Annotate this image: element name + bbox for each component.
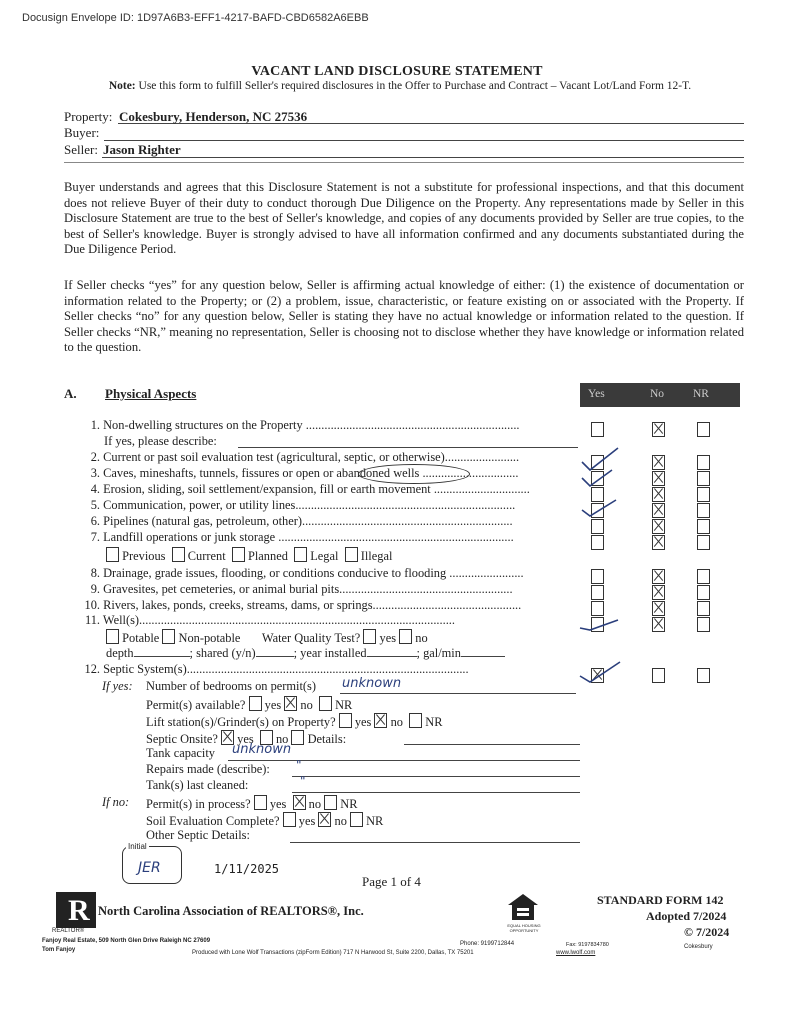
process-no-checkbox[interactable] (293, 795, 306, 810)
fax: Fax: 9197834780 (566, 942, 609, 948)
handwritten-checkmarks (560, 440, 680, 690)
cleaned-value: " (300, 774, 306, 788)
broker-info: Fanjoy Real Estate, 509 North Glen Drive Raleigh NC 27609 (42, 938, 211, 944)
section-letter: A. (64, 386, 77, 401)
file-name: Cokesbury (684, 944, 713, 950)
question-3: 3. Caves, mineshafts, tunnels, fissures or open or abandoned wells ............................... (90, 466, 519, 480)
q6-nr-checkbox[interactable] (697, 519, 710, 534)
association-name: North Carolina Association of REALTORS®, Inc. (98, 904, 364, 918)
seller-label: Seller: (64, 142, 98, 157)
if-no-label: If no: (102, 795, 130, 809)
tank-value: unknown (232, 742, 292, 757)
q11-nr-checkbox[interactable] (697, 617, 710, 632)
produced-by: Produced with Lone Wolf Transactions (zipForm Edition) 717 N Harwood St, Suite 2200, Dallas, TX 75201 (192, 950, 474, 956)
onsite-nr-checkbox[interactable] (291, 730, 304, 745)
initial-date: 1/11/2025 (214, 862, 280, 876)
lift-yes-checkbox[interactable] (339, 713, 352, 728)
repairs-value: " (296, 758, 302, 772)
seller-line (102, 157, 744, 158)
question-8: 8. Drainage, grade issues, flooding, or conditions conducive to flooding ........................ (90, 566, 524, 580)
soil-no-checkbox[interactable] (318, 812, 331, 827)
column-nr: NR (693, 388, 709, 400)
illegal-checkbox[interactable] (345, 547, 358, 562)
lift-no-checkbox[interactable] (374, 713, 387, 728)
bedrooms-field[interactable] (340, 693, 576, 694)
permit-no-checkbox[interactable] (284, 696, 297, 711)
q1-yes-checkbox[interactable] (591, 422, 604, 437)
describe-field[interactable] (238, 447, 578, 448)
form-note: Note: Use this form to fulfill Seller's required disclosures in the Offer to Purchase and Contract – Vacant Lot/Land Form 12-T. (108, 80, 692, 92)
repairs-field[interactable] (292, 776, 580, 777)
q3-nr-checkbox[interactable] (697, 471, 710, 486)
question-6: 6. Pipelines (natural gas, petroleum, other).................................................................... (90, 514, 513, 528)
q1-nr-checkbox[interactable] (697, 422, 710, 437)
previous-checkbox[interactable] (106, 547, 119, 562)
legal-checkbox[interactable] (294, 547, 307, 562)
gal-field[interactable] (461, 656, 505, 657)
equal-housing-label: EQUAL HOUSING OPPORTUNITY (507, 923, 541, 933)
buyer-label: Buyer: (64, 125, 100, 140)
q4-nr-checkbox[interactable] (697, 487, 710, 502)
well-details: Potable Non-potable Water Quality Test? yes no (106, 629, 428, 646)
nonpotable-checkbox[interactable] (162, 629, 175, 644)
q10-nr-checkbox[interactable] (697, 601, 710, 616)
divider (64, 162, 744, 163)
equal-housing-icon (506, 892, 540, 922)
potable-checkbox[interactable] (106, 629, 119, 644)
question-9: 9. Gravesites, pet cemeteries, or animal burial pits........................................................ (90, 582, 513, 596)
landfill-options: Previous Current Planned Legal Illegal (106, 547, 392, 564)
question-12: 12. Septic System(s)........................................................................................... (84, 662, 469, 676)
wq-yes-checkbox[interactable] (363, 629, 376, 644)
soil-nr-checkbox[interactable] (350, 812, 363, 827)
soil-row: Soil Evaluation Complete? yes no NR (146, 814, 384, 828)
question-5: 5. Communication, power, or utility lines....................................................................... (90, 498, 516, 512)
question-7: 7. Landfill operations or junk storage ............................................................................ (90, 530, 514, 544)
buyer-field[interactable] (104, 140, 744, 141)
envelope-id: Docusign Envelope ID: 1D97A6B3-EFF1-4217-BAFD-CBD6582A6EBB (22, 12, 369, 24)
lwolf-link[interactable]: www.lwolf.com (556, 950, 596, 956)
repairs-label: Repairs made (describe): (146, 762, 270, 776)
wq-no-checkbox[interactable] (399, 629, 412, 644)
realtor-label: REALTOR® (52, 928, 85, 934)
realtor-logo: R (56, 892, 96, 928)
q5-nr-checkbox[interactable] (697, 503, 710, 518)
process-row: Permit(s) in process? yes no NR (146, 797, 358, 811)
q9-nr-checkbox[interactable] (697, 585, 710, 600)
well-depth-row: depth ; shared (y/n) ; year installed ; gal/min (106, 646, 505, 661)
permit-row: Permit(s) available? yes no NR (146, 698, 353, 712)
tank-field[interactable] (228, 760, 580, 761)
intro-paragraph: Buyer understands and agrees that this Disclosure Statement is not a substitute for professional inspections, and that this document does not relieve Buyer of their duty to conduct thorough Due Diligence on the Property. Any representations made by Seller in this Disclosure Statement are true to the best of Seller's knowledge, and copies of any documents provided by Seller are true copies, to the best of Seller's knowledge. Buyer is strongly advised to have all information confirmed and any documents substantiated during the Due Diligence Period. (64, 180, 744, 256)
copyright: © 7/2024 (684, 925, 730, 939)
phone: Phone: 9199712844 (460, 941, 515, 947)
question-1-describe: If yes, please describe: (104, 434, 217, 448)
depth-field[interactable] (134, 656, 190, 657)
shared-field[interactable] (256, 656, 294, 657)
agent-name: Tom Fanjoy (42, 947, 76, 953)
column-no: No (650, 388, 665, 400)
question-1: 1. Non-dwelling structures on the Property ..................................................................... (90, 418, 520, 432)
current-checkbox[interactable] (172, 547, 185, 562)
year-field[interactable] (367, 656, 417, 657)
standard-form: STANDARD FORM 142 (597, 893, 724, 907)
cleaned-field[interactable] (292, 792, 580, 793)
other-field[interactable] (290, 842, 580, 843)
document-title: VACANT LAND DISCLOSURE STATEMENT (251, 64, 543, 79)
property-field[interactable]: Cokesbury, Henderson, NC 27536 (119, 109, 308, 124)
cleaned-label: Tank(s) last cleaned: (146, 778, 249, 792)
q1-no-checkbox[interactable] (652, 422, 665, 437)
adopted-date: Adopted 7/2024 (646, 909, 727, 923)
question-4: 4. Erosion, sliding, soil settlement/expansion, fill or earth movement ............................... (90, 482, 530, 496)
soil-yes-checkbox[interactable] (283, 812, 296, 827)
onsite-row: Septic Onsite? yes no Details: (146, 732, 347, 746)
question-11: 11. Well(s)...................................................................................................... (84, 613, 455, 627)
permit-nr-checkbox[interactable] (319, 696, 332, 711)
page-number: Page 1 of 4 (362, 874, 421, 889)
bedrooms-label: Number of bedrooms on permit(s) (146, 679, 316, 693)
q12-nr-checkbox[interactable] (697, 668, 710, 683)
initial-value: JER (138, 860, 161, 876)
process-nr-checkbox[interactable] (324, 795, 337, 810)
question-10: 10. Rivers, lakes, ponds, creeks, streams, dams, or springs................................................ (84, 598, 522, 612)
tank-label: Tank capacity (146, 746, 215, 760)
if-yes-label: If yes: (102, 679, 133, 693)
annotation-oval (358, 464, 470, 484)
bedrooms-value: unknown (342, 676, 402, 691)
q7-nr-checkbox[interactable] (697, 535, 710, 550)
process-yes-checkbox[interactable] (254, 795, 267, 810)
planned-checkbox[interactable] (232, 547, 245, 562)
permit-yes-checkbox[interactable] (249, 696, 262, 711)
other-label: Other Septic Details: (146, 828, 250, 842)
property-label: Property: (64, 109, 113, 124)
initial-label: Initial (128, 842, 147, 851)
seller-field[interactable]: Jason Righter (103, 142, 181, 157)
details-field[interactable] (404, 744, 580, 745)
lift-nr-checkbox[interactable] (409, 713, 422, 728)
lift-row: Lift station(s)/Grinder(s) on Property? yes no NR (146, 715, 443, 729)
q8-nr-checkbox[interactable] (697, 569, 710, 584)
column-yes: Yes (588, 388, 605, 400)
section-title: Physical Aspects (105, 386, 197, 401)
instructions-paragraph: If Seller checks “yes” for any question below, Seller is affirming actual knowledge of either: (1) the existence of documentation or information related to the Property; or (2) a problem, issue, characteristic, or feature existing on or associated with the Property. If Seller checks “no” for any question below, Seller is stating they have no actual knowledge or information related to the question. If Seller checks “NR,” meaning no representation, Seller is choosing not to disclose whether they have knowledge or information related to the question. (64, 278, 744, 354)
question-2: 2. Current or past soil evaluation test (agricultural, septic, or otherwise)........................ (90, 450, 520, 464)
q2-nr-checkbox[interactable] (697, 455, 710, 470)
